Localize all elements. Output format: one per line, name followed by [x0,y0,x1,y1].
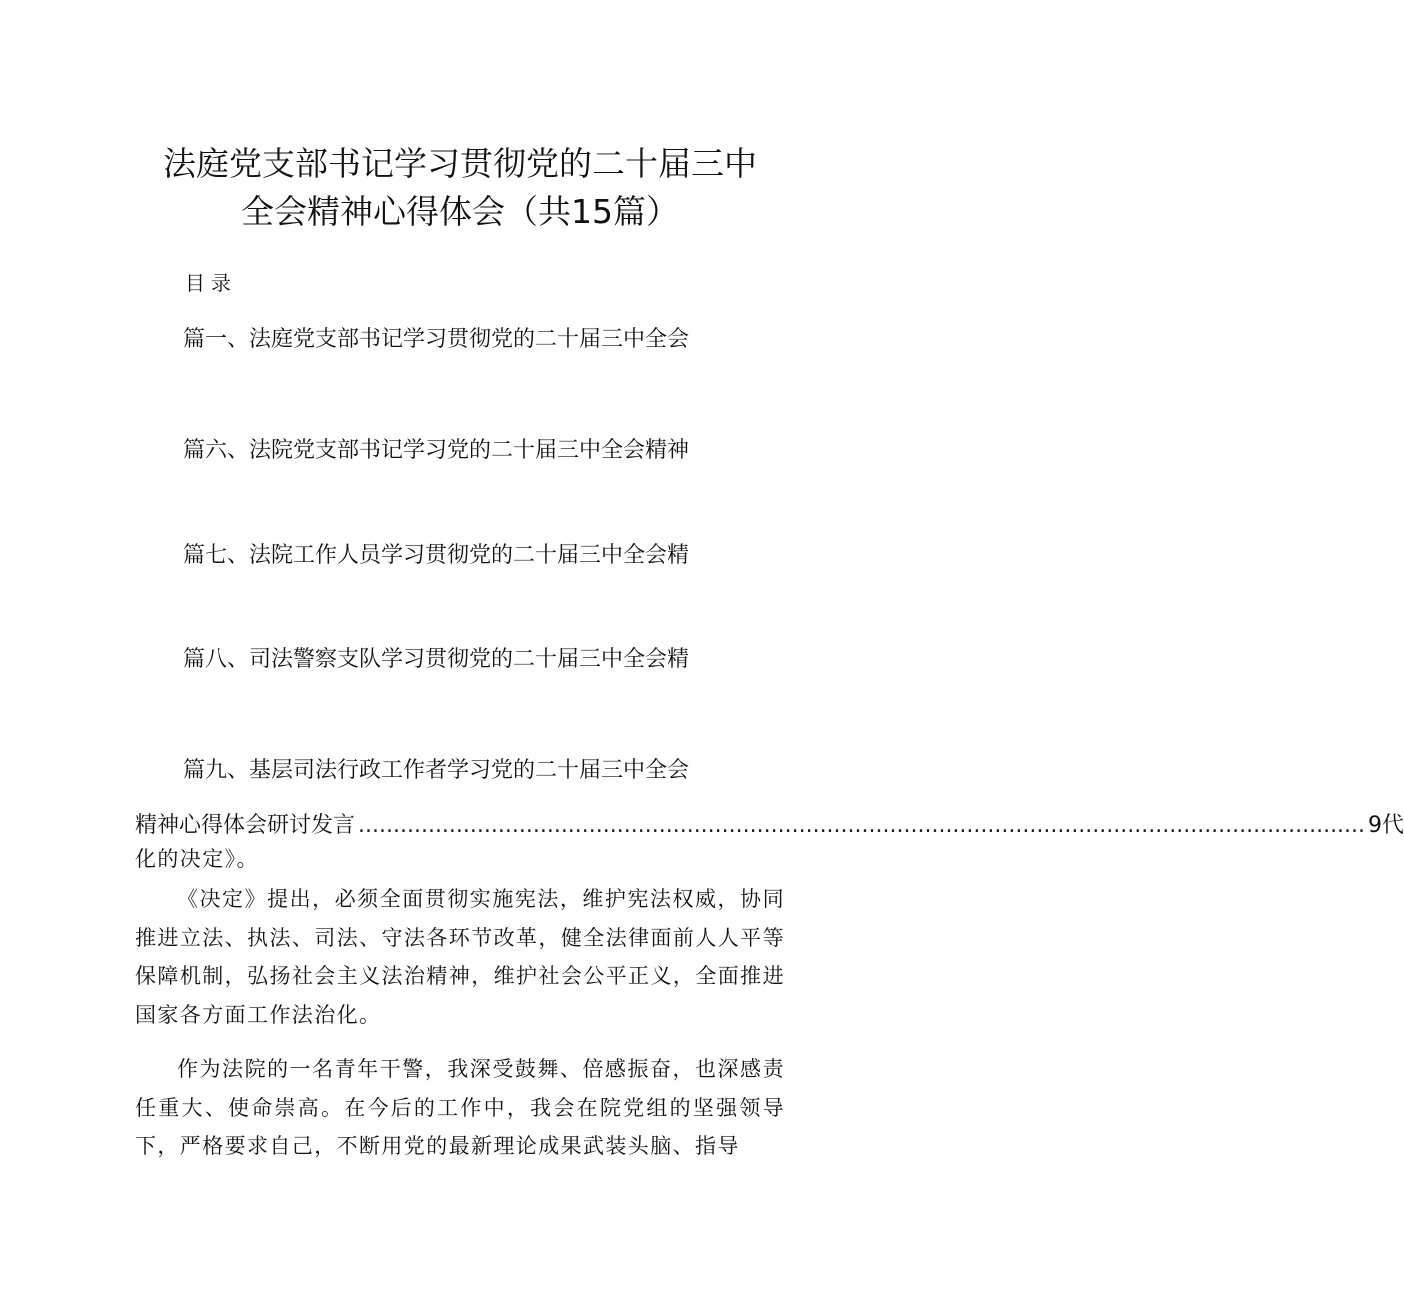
toc-item-8[interactable]: 篇八、司法警察支队学习贯彻党的二十届三中全会精 [183,647,690,672]
toc-leader-dots: ................................................................................................................................................ [358,813,1366,838]
toc-item-7[interactable]: 篇七、法院工作人员学习贯彻党的二十届三中全会精 [183,543,690,568]
document-title-line-1: 法庭党支部书记学习贯彻党的二十届三中 [163,144,757,183]
toc-item-1[interactable]: 篇一、法庭党支部书记学习贯彻党的二十届三中全会 [183,327,690,352]
body-paragraph-2: 作为法院的一名青年干警，我深受鼓舞、倍感振奋，也深感责任重大、使命崇高。在今后的工作中，我会在院党组的坚强领导下，严格要求自己，不断用党的最新理论成果武装头脑、指导 [135,1057,785,1158]
body-paragraph-1: 《决定》提出，必须全面贯彻实施宪法，维护宪法权威，协同推进立法、执法、司法、守法各环节改革，健全法律面前人人平等保障机制，弘扬社会主义法治精神，维护社会公平正义，全面推进国家各方面工作法治化。 [135,887,785,1027]
toc-continuation-text: 精神心得体会研讨发言 [135,813,356,838]
toc-item-6[interactable]: 篇六、法院党支部书记学习党的二十届三中全会精神 [183,438,690,463]
toc-heading: 目录 [185,271,237,295]
body-fragment: 化的决定》。 [135,847,259,871]
toc-page-number: 9代 [1368,813,1404,838]
toc-item-9-continuation[interactable] [135,811,1404,841]
toc-item-9[interactable]: 篇九、基层司法行政工作者学习党的二十届三中全会 [183,758,690,783]
document-title-line-2: 全会精神心得体会（共15篇） [241,192,679,231]
